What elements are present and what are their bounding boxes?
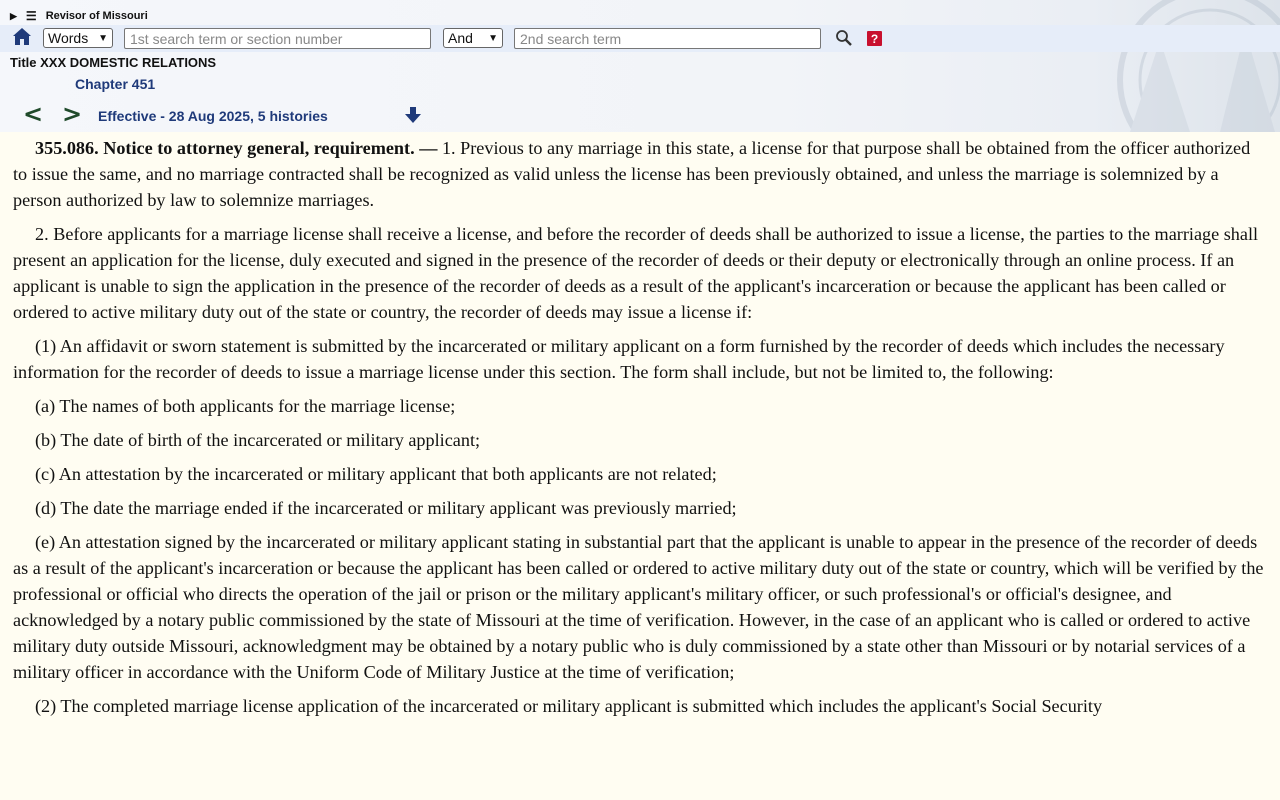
search-operator-select[interactable] [443, 28, 503, 48]
paragraph-text: 1. Previous to any marriage in this state, a license for that purpose shall be obtained from the officer authorized to issue the same, and no marriage contracted shall be recognized as valid unless the license has been previously obtained, and unless the marriage is solemnized by a person authorized by law to solemnize marriages. [13, 138, 1251, 210]
section-paragraph-1 [13, 135, 1267, 213]
menu-icon[interactable]: ☰ [25, 9, 37, 23]
title-heading: Title XXX DOMESTIC RELATIONS [10, 55, 217, 70]
search-bar [0, 25, 1280, 52]
missouri-seal-watermark [980, 0, 1280, 132]
down-arrow-icon[interactable] [403, 106, 423, 124]
chevron-down-icon: ▼ [488, 32, 498, 44]
search-term-1-input[interactable] [124, 28, 431, 49]
search-operator-value: And [448, 30, 473, 46]
section-paragraph-2: 2. Before applicants for a marriage license shall receive a license, and before the recorder of deeds shall be authorized to issue a license, the parties to the marriage shall present an application for the license, duly executed and signed in the presence of the recorder of deeds or their deputy or electronically through an online process. If an applicant is unable to sign the application in the presence of the recorder of deeds as a result of the applicant's incarceration or because the applicant has been called or ordered to active military duty out of the state or country, the recorder of deeds may issue a license if: [13, 224, 1259, 322]
chevron-down-icon: ▼ [98, 32, 108, 44]
subsection-1: (1) An affidavit or sworn statement is submitted by the incarcerated or military applicant on a form furnished by the recorder of deeds which includes the necessary information for the recorder of deeds to issue a marriage license under this section. The form shall include, but not be limited to, the following: [13, 336, 1225, 382]
item-a: (a) The names of both applicants for the marriage license; [35, 396, 456, 416]
search-mode-select[interactable] [43, 28, 113, 48]
site-title[interactable]: Revisor of Missouri [45, 10, 148, 22]
site-title-bar [10, 9, 148, 23]
item-b: (b) The date of birth of the incarcerated or military applicant; [35, 430, 481, 450]
help-label: ? [870, 31, 879, 46]
section-nav [0, 100, 700, 130]
chapter-link[interactable]: Chapter 451 [75, 76, 156, 92]
magnifier-icon[interactable] [835, 29, 853, 47]
home-icon[interactable] [12, 27, 32, 47]
item-e: (e) An attestation signed by the incarcerated or military applicant stating in substantial part that the applicant is unable to appear in the presence of the recorder of deeds as a result of the applicant's incarceration or because the applicant has been called or ordered to active military duty out of the state or country, which will be verified by the professional or official who directs the operation of the jail or prison or the military applicant's military officer, or such professional's or official's designee, and acknowledged by a notary public commissioned by the state of Missouri at the time of verification. However, in the case of an applicant who is called or ordered to active military duty outside Missouri, acknowledgment may be obtained by a notary public who is duly commissioned by a state other than Missouri or by notarial services of a military officer in accordance with the Uniform Code of Military Justice at the time of verification; [13, 532, 1264, 682]
search-mode-value: Words [48, 30, 89, 46]
item-d: (d) The date the marriage ended if the incarcerated or military applicant was previously married; [35, 498, 737, 518]
help-icon[interactable] [867, 31, 882, 46]
expand-triangle-icon[interactable]: ▶ [10, 10, 17, 21]
next-section-button[interactable]: > [62, 100, 83, 128]
effective-histories-link[interactable]: Effective - 28 Aug 2025, 5 histories [98, 108, 328, 124]
previous-section-button[interactable]: < [23, 100, 44, 128]
item-c: (c) An attestation by the incarcerated or military applicant that both applicants are not related; [35, 464, 717, 484]
statute-text [0, 132, 1280, 719]
section-heading: 355.086. Notice to attorney general, requirement. — [35, 138, 438, 158]
page-header [0, 0, 1280, 132]
subsection-2: (2) The completed marriage license application of the incarcerated or military applicant is submitted which includes the applicant's Social Security [35, 696, 1103, 716]
search-term-2-input[interactable] [514, 28, 821, 49]
